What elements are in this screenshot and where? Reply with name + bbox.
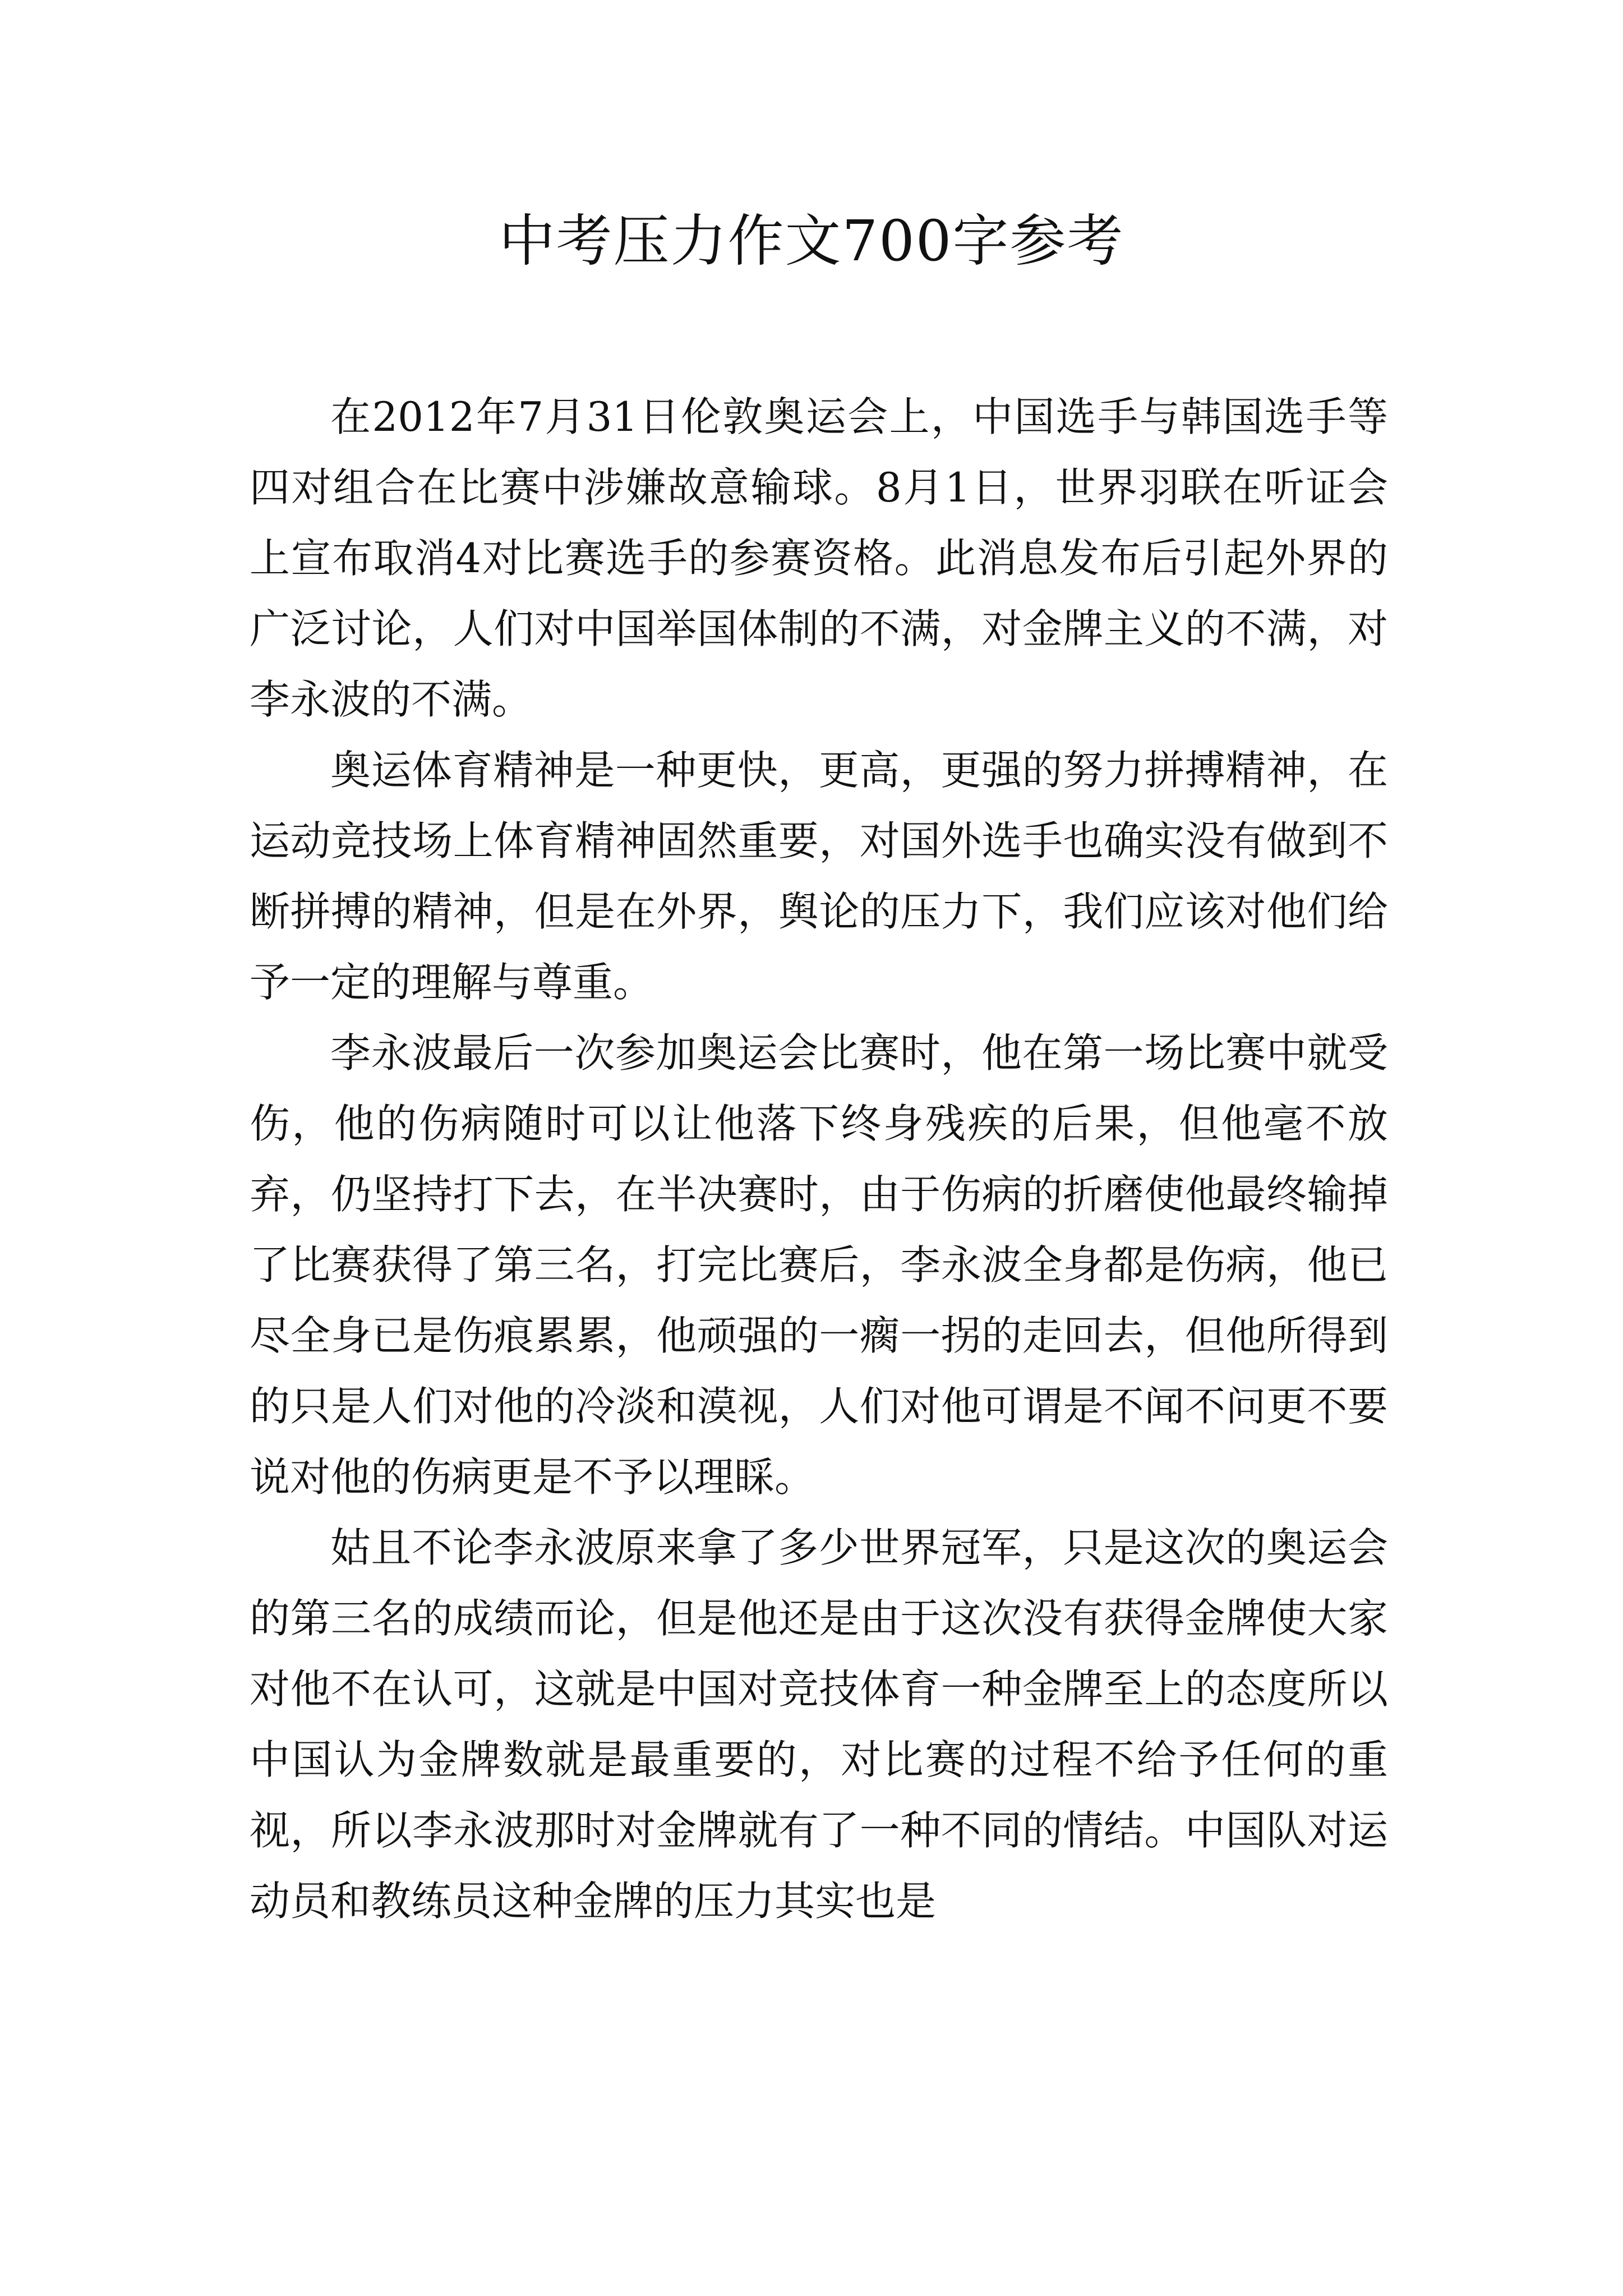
paragraph-4: 姑且不论李永波原来拿了多少世界冠军，只是这次的奥运会的第三名的成绩而论，但是他还是由于这次没有获得金牌使大家对他不在认可，这就是中国对竞技体育一种金牌至上的态度所以中国认为金牌数就是最重要的，对比赛的过程不给予任何的重视，所以李永波那时对金牌就有了一种不同的情结。中国队对运动员和教练员这种金牌的压力其实也是: [250, 1524, 1388, 1925]
document-body: [250, 381, 1388, 1936]
paragraph-3: 李永波最后一次参加奥运会比赛时，他在第一场比赛中就受伤，他的伤病随时可以让他落下终身残疾的后果，但他毫不放弃，仍坚持打下去，在半决赛时，由于伤病的折磨使他最终输掉了比赛获得了第三名，打完比赛后，李永波全身都是伤病，他已尽全身已是伤痕累累，他顽强的一瘸一拐的走回去，但他所得到的只是人们对他的冷淡和漠视，人们对他可谓是不闻不问更不要说对他的伤病更是不予以理睬。: [250, 1029, 1388, 1501]
paragraph-1: 在2012年7月31日伦敦奥运会上，中国选手与韩国选手等四对组合在比赛中涉嫌故意输球。8月1日，世界羽联在听证会上宣布取消4对比赛选手的参赛资格。此消息发布后引起外界的广泛讨论，人们对中国举国体制的不满，对金牌主义的不满，对李永波的不满。: [250, 393, 1388, 723]
document-title: 中考压力作文700字参考: [499, 208, 1124, 274]
paragraph-2: 奥运体育精神是一种更快，更高，更强的努力拼搏精神，在运动竞技场上体育精神固然重要，对国外选手也确实没有做到不断拼搏的精神，但是在外界，舆论的压力下，我们应该对他们给予一定的理解与尊重。: [250, 747, 1388, 1006]
